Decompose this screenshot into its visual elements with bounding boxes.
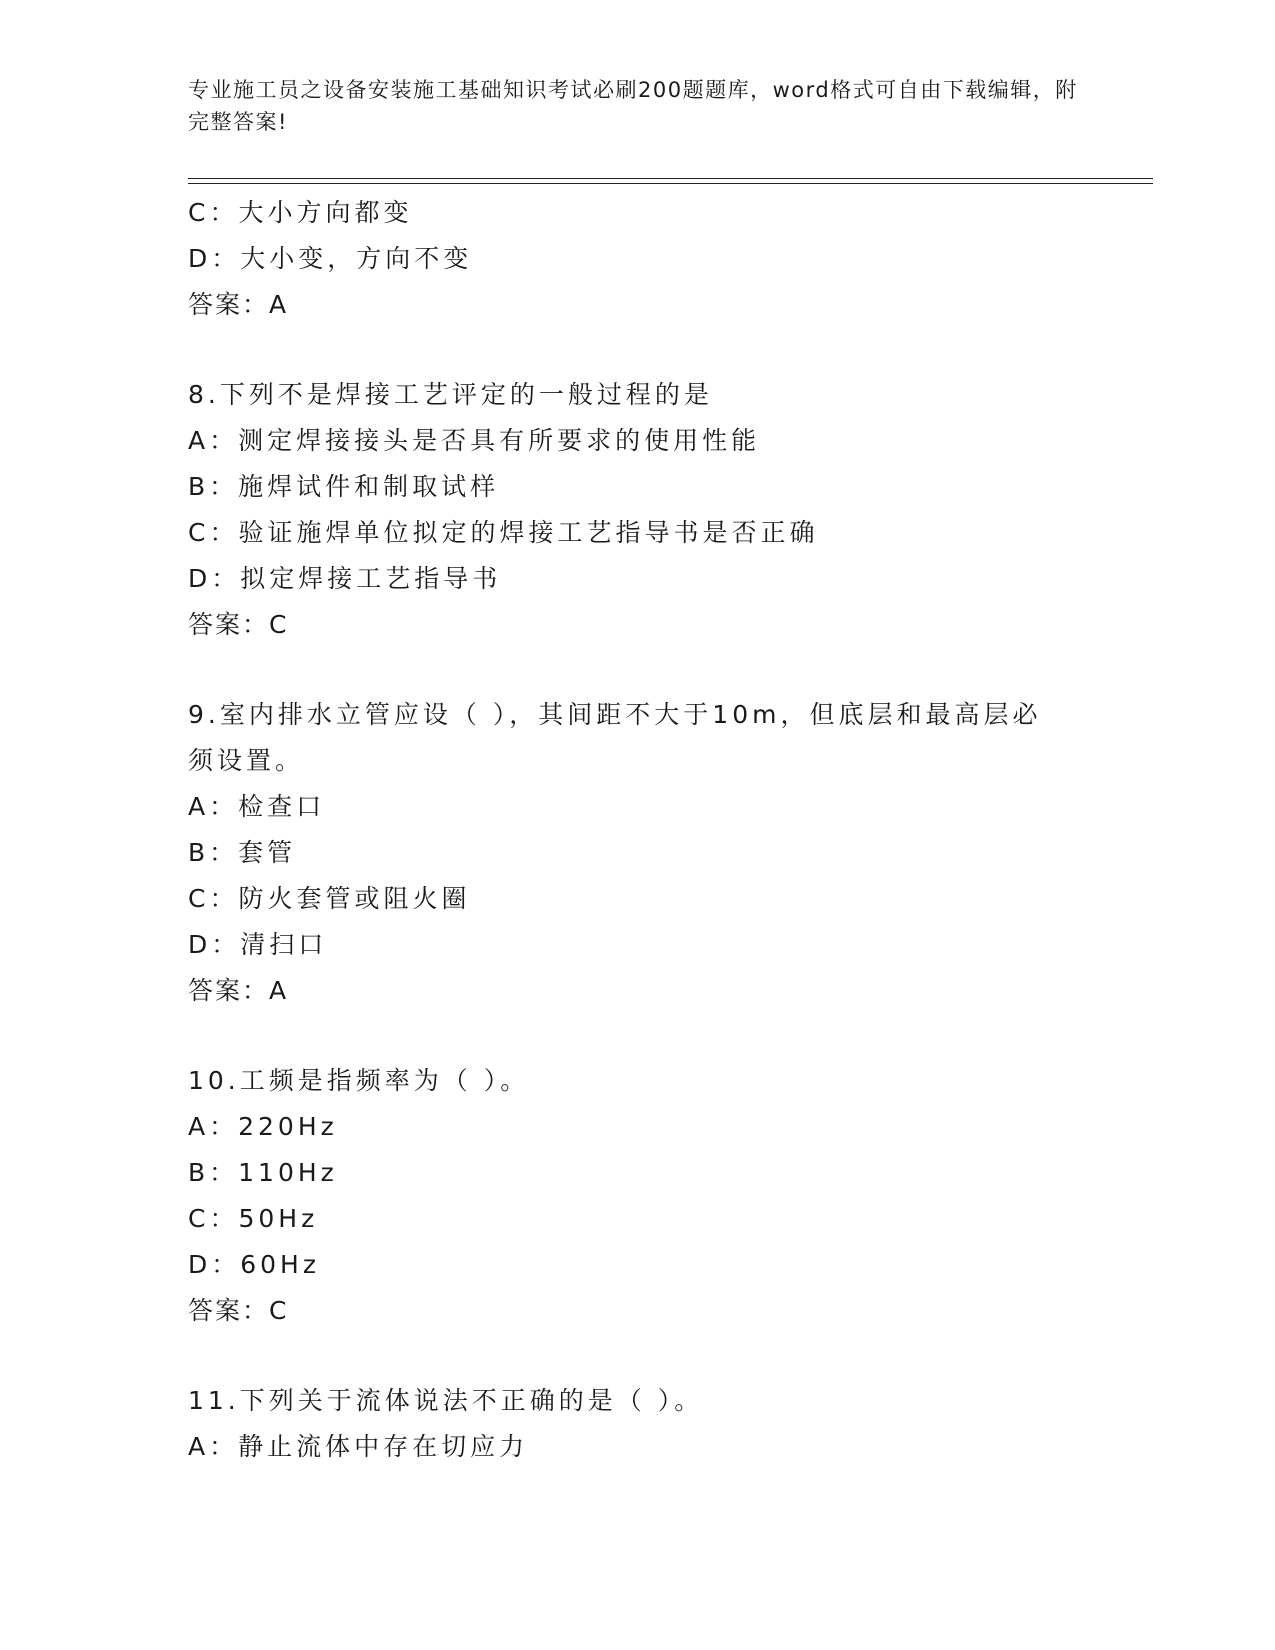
- spacer: [188, 648, 1148, 692]
- option-c: C：50Hz: [188, 1204, 319, 1233]
- question-text: 9.室内排水立管应设（ ），其间距不大于10m，但底层和最高层必须设置。: [188, 700, 1042, 775]
- option-d: D：拟定焊接工艺指导书: [188, 564, 502, 593]
- question-11: [188, 1378, 1148, 1470]
- question-10: [188, 1058, 1148, 1334]
- document-content: [188, 190, 1148, 1470]
- answer: 答案：A: [188, 976, 289, 1005]
- option-b: B：110Hz: [188, 1158, 338, 1187]
- option-c: C：验证施焊单位拟定的焊接工艺指导书是否正确: [188, 518, 819, 547]
- question-text: 10.工频是指频率为（ ）。: [188, 1066, 530, 1095]
- spacer: [188, 1334, 1148, 1378]
- spacer: [188, 1014, 1148, 1058]
- question-text: 11.下列关于流体说法不正确的是（ ）。: [188, 1386, 704, 1415]
- header-rule-top: [188, 178, 1153, 179]
- option-a: A：220Hz: [188, 1112, 338, 1141]
- question-9: [188, 692, 1148, 1014]
- option-d: D：60Hz: [188, 1250, 320, 1279]
- option-b: B：套管: [188, 838, 297, 867]
- question-8: [188, 372, 1148, 648]
- option-a: A：静止流体中存在切应力: [188, 1432, 529, 1461]
- answer: 答案：A: [188, 290, 289, 319]
- header-rule-bottom: [188, 183, 1153, 184]
- question-text: 8.下列不是焊接工艺评定的一般过程的是: [188, 380, 713, 409]
- document-header: 专业施工员之设备安装施工基础知识考试必刷200题题库，word格式可自由下载编辑，附完整答案!: [188, 78, 1078, 134]
- option-b: B：施焊试件和制取试样: [188, 472, 500, 501]
- option-a: A：测定焊接接头是否具有所要求的使用性能: [188, 426, 761, 455]
- question-7: [188, 190, 1148, 328]
- option-d: D：大小变，方向不变: [188, 244, 473, 273]
- option-c: C：防火套管或阻火圈: [188, 884, 471, 913]
- answer: 答案：C: [188, 610, 289, 639]
- answer: 答案：C: [188, 1296, 289, 1325]
- option-c: C：大小方向都变: [188, 198, 413, 227]
- spacer: [188, 328, 1148, 372]
- option-a: A：检查口: [188, 792, 326, 821]
- option-d: D：清扫口: [188, 930, 328, 959]
